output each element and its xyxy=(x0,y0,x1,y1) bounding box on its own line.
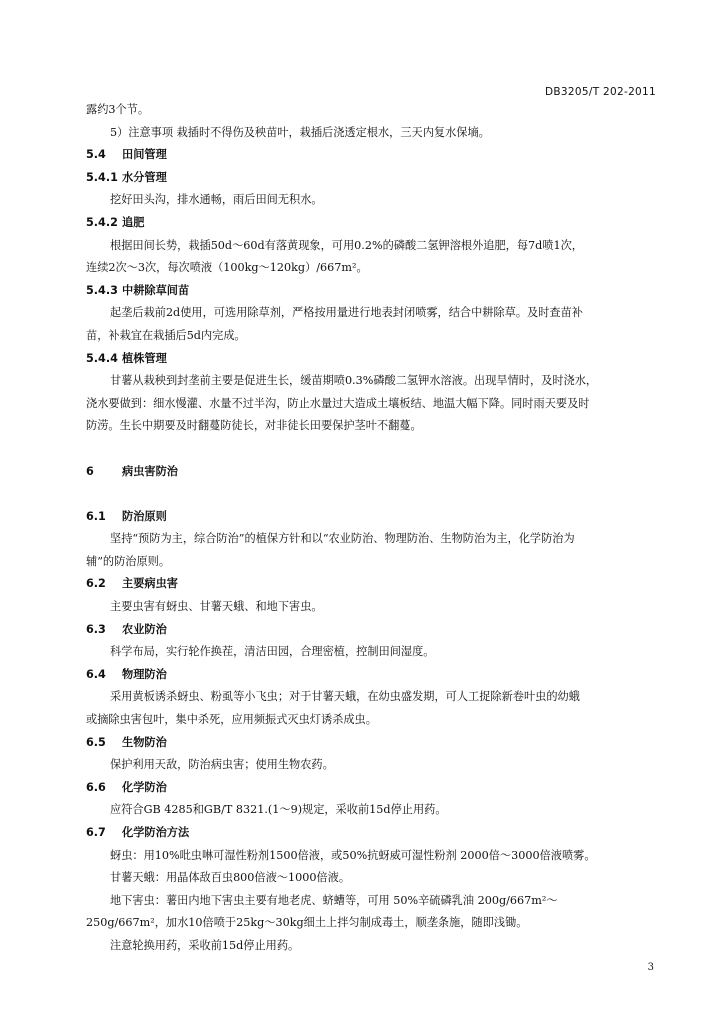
section-title: 植株管理 xyxy=(122,351,167,365)
paragraph-line: 保护利用天敌，防治病虫害；使用生物农药。 xyxy=(110,758,334,772)
section-number: 6.1 xyxy=(86,509,106,523)
paragraph-line: 甘薯天蛾：用晶体敌百虫800倍液～1000倍液。 xyxy=(110,871,351,885)
continuation-line: 苗，补栽宜在栽插后5d内完成。 xyxy=(86,328,246,342)
section-number: 6.7 xyxy=(86,826,106,839)
section-number: 6 xyxy=(86,464,94,478)
paragraph-line: 坚持“预防为主，综合防治”的植保方针和以“农业防治、物理防治、生物防治为主，化学防治为 xyxy=(110,532,575,546)
section-number: 6.2 xyxy=(86,577,106,591)
paragraph-line: 5）注意事项 栽插时不得伤及秧苗叶，栽插后浇透定根水，三天内复水保墒。 xyxy=(110,125,490,139)
continuation-line: 辅”的防治原则。 xyxy=(86,554,171,568)
document-body xyxy=(86,99,656,958)
section-title: 追肥 xyxy=(122,215,145,229)
section-number: 6.6 xyxy=(86,780,106,794)
section-heading xyxy=(86,461,656,484)
section-title: 物理防治 xyxy=(122,667,167,681)
section-number: 5.4.1 xyxy=(86,170,118,184)
paragraph-line: 起垄后栽前2d使用，可选用除草剂，严格按用量进行地表封闭喷雾，结合中耕除草。及时查苗补 xyxy=(110,306,583,320)
section-heading xyxy=(86,212,656,235)
section-heading xyxy=(86,280,656,303)
section-title: 中耕除草间苗 xyxy=(122,283,190,297)
continuation-line: 浇水要做到：细水慢灌、水量不过半沟，防止水量过大造成土壤板结、地温大幅下降。同时雨天要及时 xyxy=(86,396,590,410)
section-title: 田间管理 xyxy=(122,148,167,162)
continuation-line: 250g/667m²，加水10倍喷于25kg～30kg细土上拌匀制成毒土，顺垄条施，随即浅锄。 xyxy=(86,916,528,930)
section-title: 防治原则 xyxy=(122,509,167,523)
section-title: 病虫害防治 xyxy=(122,464,178,478)
section-title: 生物防治 xyxy=(122,735,167,749)
section-number: 5.4.2 xyxy=(86,215,118,229)
paragraph-line: 注意轮换用药，采收前15d停止用药。 xyxy=(110,938,300,952)
section-heading xyxy=(86,664,656,687)
section-heading xyxy=(86,167,656,190)
section-number: 6.5 xyxy=(86,735,106,749)
continuation-line: 露约3个节。 xyxy=(86,103,150,116)
section-heading xyxy=(86,777,656,800)
section-title: 化学防治方法 xyxy=(122,826,190,839)
section-heading xyxy=(86,619,656,642)
paragraph-line: 主要虫害有蚜虫、甘薯天蛾、和地下害虫。 xyxy=(110,600,323,614)
continuation-line: 防涝。生长中期要及时翻蔓防徒长，对非徒长田要保护茎叶不翻蔓。 xyxy=(86,419,422,433)
section-number: 5.4 xyxy=(86,148,106,162)
section-number: 5.4.3 xyxy=(86,283,118,297)
paragraph-line: 根据田间长势，栽插50d～60d有落黄现象，可用0.2%的磷酸二氢钾溶根外追肥，每7d喷1次， xyxy=(110,238,583,252)
blank-line xyxy=(86,438,656,461)
paragraph-line: 采用黄板诱杀蚜虫、粉虱等小飞虫；对于甘薯天蛾，在幼虫盛发期，可人工捉除新卷叶虫的幼蛾 xyxy=(110,690,580,704)
section-heading xyxy=(86,506,656,529)
section-title: 主要病虫害 xyxy=(122,577,178,591)
section-heading xyxy=(86,732,656,755)
section-heading xyxy=(86,822,656,845)
paragraph-line: 科学布局，实行轮作换茬，清洁田园，合理密植，控制田间湿度。 xyxy=(110,645,435,659)
section-number: 6.4 xyxy=(86,667,106,681)
page-number: 3 xyxy=(647,962,654,973)
section-heading xyxy=(86,573,656,596)
continuation-line: 连续2次～3次，每次喷液（100kg～120kg）/667m²。 xyxy=(86,261,368,275)
paragraph-line: 蚜虫：用10%吡虫啉可湿性粉剂1500倍液，或50%抗蚜威可湿性粉剂 2000倍～3000倍液喷雾。 xyxy=(110,848,596,862)
paragraph-line: 甘薯从栽秧到封垄前主要是促进生长，缓苗期喷0.3%磷酸二氢钾水溶液。出现旱情时，及时浇水， xyxy=(110,374,598,388)
section-title: 化学防治 xyxy=(122,780,167,794)
paragraph-line: 应符合GB 4285和GB/T 8321.(1～9)规定，采收前15d停止用药。 xyxy=(110,803,447,817)
paragraph-line: 地下害虫：薯田内地下害虫主要有地老虎、蛴螬等，可用 50%辛硫磷乳油 200g/667m²～ xyxy=(110,893,558,907)
section-heading xyxy=(86,348,656,371)
section-number: 6.3 xyxy=(86,622,106,636)
section-heading xyxy=(86,144,656,167)
section-title: 农业防治 xyxy=(122,622,167,636)
blank-line xyxy=(86,483,656,506)
section-title: 水分管理 xyxy=(122,170,167,184)
standard-code: DB3205/T 202-2011 xyxy=(545,86,656,98)
continuation-line: 或摘除虫害包叶，集中杀死，应用频振式灭虫灯诱杀成虫。 xyxy=(86,713,377,727)
section-number: 5.4.4 xyxy=(86,351,118,365)
paragraph-line: 挖好田头沟，排水通畅，雨后田间无积水。 xyxy=(110,193,323,207)
